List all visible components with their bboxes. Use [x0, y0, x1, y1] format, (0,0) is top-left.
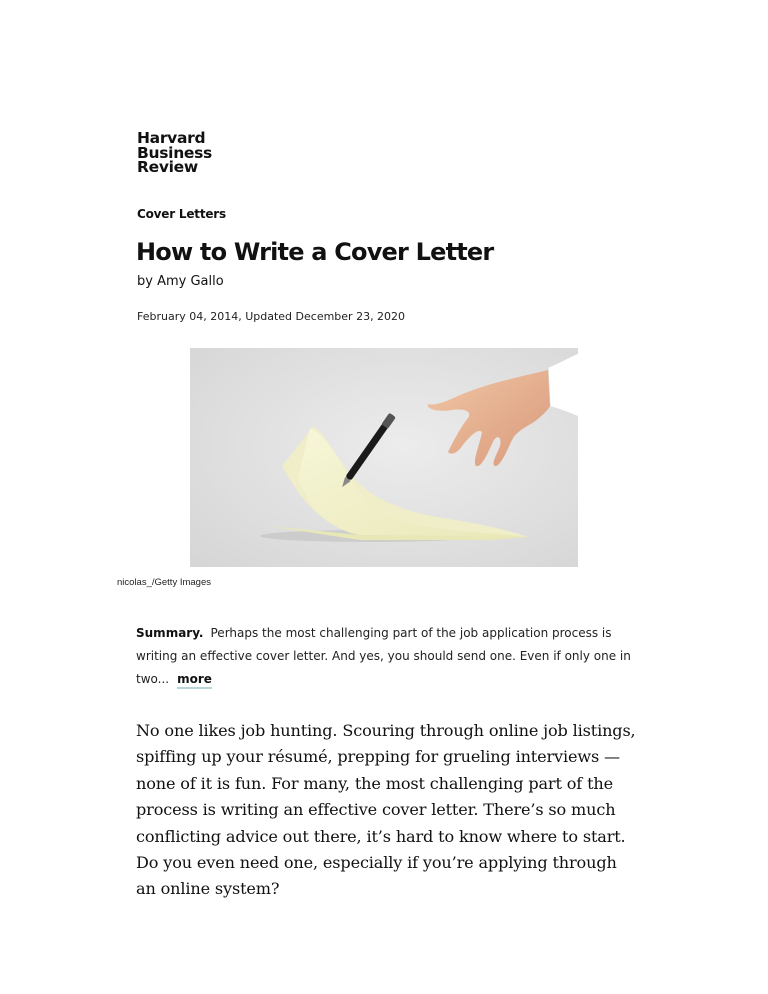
- logo-line-3: Review: [137, 158, 198, 176]
- article-paragraph: No one likes job hunting. Scouring through online job listings, spiffing up your résumé, prepping for grueling interviews — none of it is fun. For many, the most challenging part of the process is writing an effective cover letter. There’s so much conflicting advice out there, it’s hard to know where to start. Do you even need one, especially if you’re applying through an online system?: [136, 721, 636, 899]
- publish-date: February 04, 2014, Updated December 23, 2020: [137, 310, 406, 323]
- hero-image: [190, 348, 578, 567]
- topic-link[interactable]: Cover Letters: [137, 207, 226, 221]
- hbr-logo[interactable]: [137, 131, 212, 175]
- summary-text: Perhaps the most challenging part of the job application process is writing an effective cover letter. And yes, you should send one. Even if only one in two...: [136, 626, 631, 686]
- more-link[interactable]: more: [177, 672, 212, 689]
- logo-line-2: Business: [137, 143, 212, 162]
- byline: by Amy Gallo: [137, 274, 224, 289]
- image-credit: nicolas_/Getty Images: [117, 577, 211, 588]
- article-title: How to Write a Cover Letter: [136, 238, 494, 266]
- logo-line-1: Harvard: [137, 129, 206, 147]
- summary-label: Summary.: [136, 626, 204, 640]
- summary-block: [136, 622, 636, 691]
